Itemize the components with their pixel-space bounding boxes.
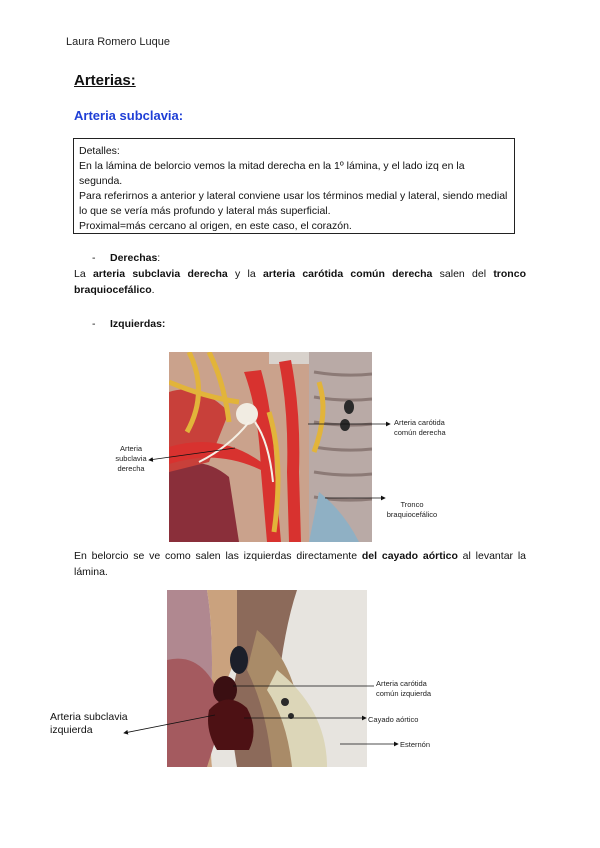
details-line: Detalles: (79, 145, 120, 157)
bullet-izquierdas: - Izquierdas: (92, 318, 166, 330)
details-line: Para referirnos a anterior y lateral conviene usar los términos medial y lateral, siendo medial lo que se vería más profundo y lateral más superficial. (79, 190, 508, 217)
details-line: Proximal=más cercano al origen, en este caso, el corazón. (79, 220, 352, 232)
label-arteria-carotida-comun-derecha: Arteria carótida común derecha (394, 418, 446, 437)
bullet-label: Derechas (110, 252, 158, 264)
label-cayado-aortico: Cayado aórtico (368, 715, 419, 724)
bullet-derechas: - Derechas: (92, 252, 161, 264)
author-name: Laura Romero Luque (66, 36, 170, 48)
leader-subclavia-derecha (149, 448, 235, 460)
page-title: Arterias: (74, 72, 136, 89)
label-tronco-braquiocefalico: Tronco braquiocefálico (386, 500, 438, 519)
paragraph-derechas: La arteria subclavia derecha y la arteria carótida común derecha salen del tronco braquiocefálico. (74, 268, 526, 296)
label-arteria-subclavia-derecha: Arteria subclavia derecha (115, 444, 147, 473)
details-line: En la lámina de belorcio vemos la mitad derecha en la 1º lámina, y el lado izq en la segunda. (79, 160, 465, 187)
section-title: Arteria subclavia: (74, 108, 184, 123)
paragraph-izquierdas: En belorcio se ve como salen las izquierdas directamente del cayado aórtico al levantar la lámina. (74, 550, 527, 578)
label-arteria-carotida-comun-izquierda: Arteria carótida común izquierda (376, 679, 432, 698)
bullet-label: Izquierdas: (110, 318, 166, 330)
label-esternon: Esternón (400, 740, 431, 749)
leader-subclavia-izquierda (124, 715, 215, 733)
label-arteria-subclavia-izquierda: Arteria subclavia izquierda (50, 711, 128, 736)
